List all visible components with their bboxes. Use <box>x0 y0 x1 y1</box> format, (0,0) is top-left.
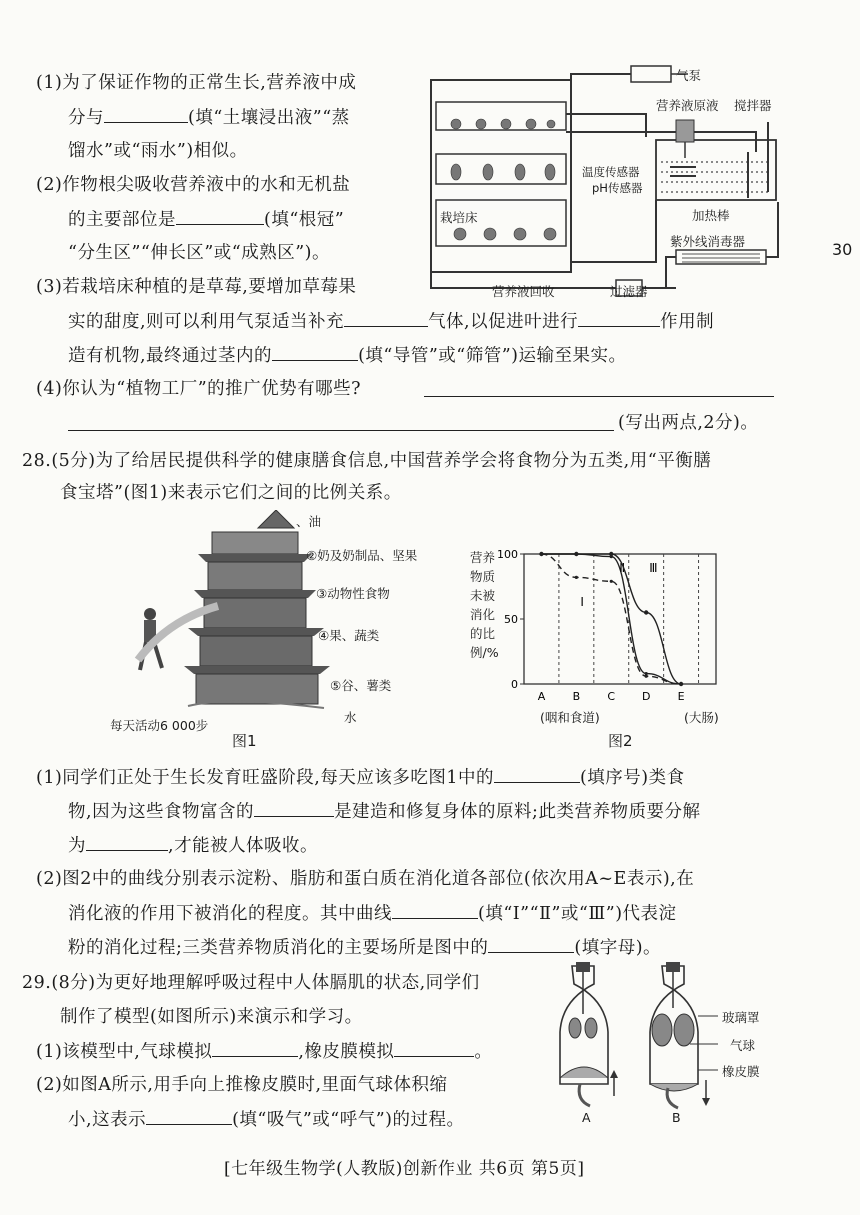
fig-bed: 栽培床 <box>440 210 478 225</box>
q27-p2-line2 <box>68 206 344 233</box>
q28-p2-text1: 消化液的作用下被消化的程度。其中曲线 <box>68 904 392 924</box>
x-tick-label: C <box>607 690 616 703</box>
q28-p1-text1: (1)同学们正处于生长发育旺盛阶段,每天应该多吃图1中的 <box>36 768 494 788</box>
page-footer: [七年级生物学(人教版)创新作业 共6页 第5页] <box>224 1159 585 1179</box>
fig-label-a: A <box>582 1110 591 1125</box>
q29-blank-2[interactable] <box>394 1038 474 1057</box>
q29-blank-3[interactable] <box>146 1106 232 1125</box>
q29-blank-1[interactable] <box>212 1038 298 1057</box>
pyramid-level-5: ⑤谷、薯类 <box>330 678 392 693</box>
pyramid-steps: 每天活动6 000步 <box>110 718 209 733</box>
q29-p1-line1 <box>36 1038 492 1065</box>
ylabel-line-3: 未被 <box>470 588 496 603</box>
q27-p3-text3: 作用制 <box>660 312 715 332</box>
q28-p2-line2 <box>68 900 677 927</box>
q29-p2-text2: (填“吸气”或“呼气”)的过程。 <box>232 1110 465 1130</box>
series-point <box>575 576 578 579</box>
q27-p1-line2 <box>68 104 350 131</box>
fig-filter: 过滤器 <box>610 284 648 299</box>
q28-blank-3[interactable] <box>86 832 168 851</box>
q27-p2-line3: “分生区”“伸长区”或“成熟区”)。 <box>68 243 331 263</box>
q27-p1-text2: (填“土壤浸出液”“蒸 <box>188 108 350 128</box>
side-page-number: 30 <box>832 240 853 259</box>
series-line-2 <box>541 554 681 684</box>
x-tick-label: B <box>572 690 581 703</box>
fig-recycle: 营养液回收 <box>492 284 555 299</box>
q28-p1-text3: 物,因为这些食物富含的 <box>68 802 255 822</box>
q27-p1-line3: 馏水”或“雨水”)相似。 <box>68 141 248 161</box>
x-tick-label: D <box>641 690 651 703</box>
fig-uv: 紫外线消毒器 <box>670 234 746 249</box>
q28-blank-1[interactable] <box>494 764 580 783</box>
q27-blank-4[interactable] <box>578 308 660 327</box>
graph-throat-label: (咽和食道) <box>540 710 600 725</box>
y-tick-label: 100 <box>497 548 518 561</box>
fig-stock: 营养液原液 <box>656 98 719 113</box>
series-point <box>679 682 683 686</box>
fig-air-pump: 气泵 <box>676 68 702 83</box>
q29-p2-line1: (2)如图A所示,用手向上推橡皮膜时,里面气球体积缩 <box>36 1075 448 1095</box>
fig-stirrer: 搅拌器 <box>734 98 772 113</box>
q27-p3-text4: 造有机物,最终通过茎内的 <box>68 346 273 366</box>
q29-p1-text2: ,橡皮膜模拟 <box>298 1042 395 1062</box>
fig-label-b: B <box>672 1110 681 1125</box>
x-tick-label: E <box>677 690 685 703</box>
ylabel-line-5: 的比 <box>470 626 496 641</box>
q29-p2-line2 <box>68 1106 465 1133</box>
q28-p1-text6: ,才能被人体吸收。 <box>168 836 319 856</box>
q27-blank-3[interactable] <box>344 308 428 327</box>
breathing-model-figure <box>550 960 720 1116</box>
q27-p1-text: 分与 <box>68 108 104 128</box>
q28-p2-text2: (填“Ⅰ”“Ⅱ”或“Ⅲ”)代表淀 <box>478 904 677 924</box>
fig-heater: 加热棒 <box>692 208 730 223</box>
series-point <box>644 610 648 614</box>
series-point <box>609 552 613 556</box>
q27-p3-text1: 实的甜度,则可以利用气泵适当补充 <box>68 312 345 332</box>
q27-p3-line1: (3)若栽培床种植的是草莓,要增加草莓果 <box>36 277 357 297</box>
q28-p1-text5: 为 <box>68 836 86 856</box>
series-line-1 <box>541 554 681 684</box>
ylabel-line-2: 物质 <box>470 569 496 584</box>
q28-intro-line2: 食宝塔”(图1)来表示它们之间的比例关系。 <box>60 483 402 503</box>
q28-blank-4[interactable] <box>392 900 478 919</box>
q28-p2-text4: (填字母)。 <box>574 938 662 958</box>
series-point <box>539 552 543 556</box>
q28-p2-line1: (2)图2中的曲线分别表示淀粉、脂肪和蛋白质在消化道各部位(依次用A~E表示),在 <box>36 869 695 889</box>
q27-p3-line2 <box>68 308 714 335</box>
q27-answer-line-2[interactable] <box>68 430 614 431</box>
q27-p3-line3 <box>68 342 627 369</box>
series-label: Ⅰ <box>580 595 584 609</box>
q28-p1-line2 <box>68 798 700 825</box>
fig-temp-sensor: 温度传感器 <box>582 165 640 179</box>
q28-intro-line1: 28.(5分)为了给居民提供科学的健康膳食信息,中国营养学会将食物分为五类,用“平衡膳 <box>22 451 712 471</box>
q28-p2-line3 <box>68 934 661 961</box>
fig-membrane: 橡皮膜 <box>722 1064 760 1079</box>
pyramid-water: 水 <box>344 710 357 725</box>
fig-ph-sensor: pH传感器 <box>592 181 643 195</box>
fig-balloon: 气球 <box>730 1038 756 1053</box>
series-label: Ⅱ <box>619 561 626 576</box>
q27-p4-line1 <box>36 376 361 402</box>
pyramid-level-2: ②奶及奶制品、坚果 <box>306 548 418 563</box>
figure-2-caption: 图2 <box>608 732 633 750</box>
q27-p3-text5: (填“导管”或“筛管”)运输至果实。 <box>358 346 627 366</box>
series-point <box>645 672 648 675</box>
graph-colon-label: (大肠) <box>684 710 719 725</box>
q27-blank-1[interactable] <box>104 104 188 123</box>
pyramid-level-3: ③动物性食物 <box>316 586 390 601</box>
y-tick-label: 0 <box>511 678 518 691</box>
q28-p1-line3 <box>68 832 318 859</box>
x-tick-label: A <box>537 690 546 703</box>
ylabel-line-4: 消化 <box>470 607 496 622</box>
q27-p1-line1: (1)为了保证作物的正常生长,营养液中成 <box>36 73 357 93</box>
q29-p1-text3: 。 <box>474 1042 493 1062</box>
y-tick-label: 50 <box>504 613 518 626</box>
q27-blank-2[interactable] <box>176 206 264 225</box>
q28-p1-text2: (填序号)类食 <box>579 768 685 788</box>
series-line-3 <box>541 554 681 684</box>
q28-p2-text3: 粉的消化过程;三类营养物质消化的主要场所是图中的 <box>68 938 489 958</box>
q27-blank-5[interactable] <box>272 342 358 361</box>
q29-p1-text1: (1)该模型中,气球模拟 <box>36 1042 213 1062</box>
digestion-chart <box>496 544 736 710</box>
q29-intro-line2: 制作了模型(如图所示)来演示和学习。 <box>60 1007 363 1027</box>
q27-p3-text2: 气体,以促进叶进行 <box>428 312 579 332</box>
series-point <box>574 552 578 556</box>
q27-p4-text: (4)你认为“植物工厂”的推广优势有哪些? <box>36 379 362 399</box>
q28-p1-line1 <box>36 764 685 791</box>
series-point <box>610 580 613 583</box>
q28-p1-text4: 是建造和修复身体的原料;此类营养物质要分解 <box>334 802 701 822</box>
ylabel-line-6: 例/% <box>470 645 499 660</box>
ylabel-line-1: 营养 <box>470 550 496 565</box>
q27-p2-text2: (填“根冠” <box>264 210 345 230</box>
pyramid-level-4: ④果、蔬类 <box>318 628 380 643</box>
q27-answer-line-1[interactable] <box>424 396 774 397</box>
graph-ylabel <box>470 548 499 662</box>
q27-p2-line1: (2)作物根尖吸收营养液中的水和无机盐 <box>36 175 351 195</box>
q27-p2-text: 的主要部位是 <box>68 210 176 230</box>
figure-1-caption: 图1 <box>232 732 257 750</box>
q28-blank-5[interactable] <box>488 934 574 953</box>
q29-intro-line1: 29.(8分)为更好地理解呼吸过程中人体膈肌的状态,同学们 <box>22 973 480 993</box>
q28-blank-2[interactable] <box>254 798 334 817</box>
pyramid-top-label: 、油 <box>296 514 322 529</box>
q27-p4-note: (写出两点,2分)。 <box>618 413 759 433</box>
fig-glass-jar: 玻璃罩 <box>722 1010 760 1025</box>
series-label: Ⅲ <box>649 561 658 576</box>
q29-p2-text1: 小,这表示 <box>68 1110 147 1130</box>
